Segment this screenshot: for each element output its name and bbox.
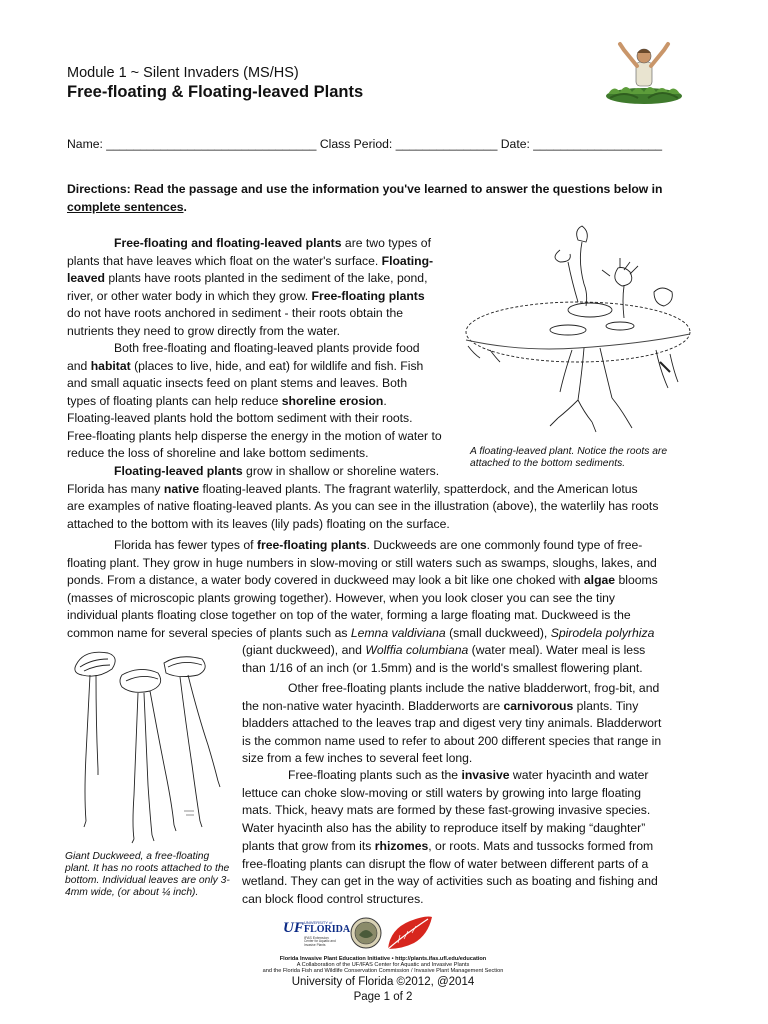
passage-paragraph-4: Florida has fewer types of free-floating plants. Duckweeds are one commonly found type of free- floating plant. They grow in huge numbers in slow-moving or still waters such as swamps, sloughs, lakes, and ponds. From a distance, a water body covered in duckweed may look a bit like one choked with algae blooms (masses of microscopic plants growing together). However, when you look closer you can see the tiny individual plants floating close together on top of the water, forming a large floating mat. Duckweed is the common name for several species of plants such as Lemna valdiviana (small duckweed), Spirodela polyrhiza	[67, 538, 658, 640]
uf-center: Center for Aquatic and Invasive Plants	[304, 939, 336, 947]
name-blank[interactable]: _______________________________	[106, 137, 317, 151]
name-label: Name:	[67, 137, 103, 151]
page-number: Page 1 of 2	[353, 991, 413, 1003]
passage-paragraph-5: Other free-floating plants include the native bladderwort, frog-bit, and the non-native water hyacinth. Bladderworts are carnivorous plants. Tiny bladders attached to the leaves trap and digest very tiny animals. Bladderwort is the common name used to refer to about 200 different species that range in size from a few inches to several feet long.	[242, 681, 662, 765]
lily-caption: A floating-leaved plant. Notice the roots are attached to the bottom sediments.	[470, 446, 668, 469]
invasive-plant-leaf-logo	[384, 915, 434, 953]
page-title: Free-floating & Floating-leaved Plants	[67, 83, 364, 101]
uf-logo	[283, 919, 351, 949]
directions	[67, 180, 679, 216]
class-period-blank[interactable]: _______________	[395, 137, 498, 151]
module-label: Module 1 ~ Silent Invaders (MS/HS)	[67, 65, 299, 81]
directions-end: .	[183, 200, 187, 214]
waterlily-illustration	[460, 222, 695, 442]
date-blank[interactable]: ___________________	[533, 137, 663, 151]
date-label: Date:	[500, 137, 530, 151]
directions-text: Directions: Read the passage and use the information you've learned to answer the questions below in	[67, 182, 663, 196]
passage-paragraph-1: Free-floating and floating-leaved plants are two types of plants that have leaves which float on the water's surface. Floating- leaved plants have roots planted in the sediment of the lake, pond, river, or other water body in which they grow. Free-floating plants do not have roots anchored in sediment - their roots obtain the nutrients they need to grow directly from the water.	[67, 236, 434, 338]
passage-paragraph-4-continued: (giant duckweed), and Wolffia columbiana (water meal). Water meal is less than 1/16 of an inch (or 1.5mm) and is the world's smallest flowering plant.	[242, 643, 646, 675]
passage-paragraph-6: Free-floating plants such as the invasive water hyacinth and water lettuce can choke slow-moving or still waters by growing into large floating mats. Thick, heavy mats are formed by these fast-growing invasive species. Water hyacinth also has the ability to reproduce itself by making “daughter” plants that grow from its rhizomes, or roots. Mats and tussocks formed from free-floating plants can disrupt the flow of water between different parts of a wetland. They can get in the way of activities such as boating and fishing and can block flood control structures.	[242, 768, 658, 906]
duckweed-illustration	[62, 645, 232, 845]
duckweed-caption: Giant Duckweed, a free-floating plant. It has no roots attached to the bottom. Individual leaves are only 3-4mm wide, (or about ¼ inch).	[65, 851, 230, 898]
uf-monogram: UF	[283, 920, 304, 936]
passage-paragraph-2: Both free-floating and floating-leaved plants provide food and habitat (places to live, hide, and eat) for wildlife and fish. Fish and small aquatic insects feed on plant stems and leaves. Both types of floating plants can help reduce shoreline erosion. Floating-leaved plants hold the bottom sediment with their roots. Free-floating plants help disperse the energy in the motion of water to reduce the loss of shoreline and lake bottom sediments.	[67, 341, 442, 460]
class-period-label: Class Period:	[319, 137, 393, 151]
footer-initiative: Florida Invasive Plant Education Initiative • http://plants.ifas.ufl.edu/education	[279, 956, 487, 962]
footer-copyright: University of Florida ©2012, @2014	[291, 976, 475, 988]
uf-university-of: UNIVERSITY of	[304, 920, 333, 925]
uf-florida: FLORIDA	[304, 924, 351, 935]
directions-underlined: complete sentences	[67, 200, 184, 214]
name-field[interactable]	[67, 137, 662, 151]
footer-commission: and the Florida Fish and Wildlife Conservation Commission / Invasive Plant Management Section	[262, 968, 504, 974]
mascot-illustration	[604, 40, 684, 104]
footer-collaboration: A Collaboration of the UF/IFAS Center for Aquatic and Invasive Plants	[296, 962, 470, 968]
passage-paragraph-3: Floating-leaved plants grow in shallow or shoreline waters. Florida has many native floating-leaved plants. The fragrant waterlily, spatterdock, and the American lotus are examples of native floating-leaved plants. As you can see in the illustration (above), the waterlily has roots attached to the bottom with its leaves (lily pads) floating on the surface.	[67, 464, 659, 531]
fwc-seal-logo	[350, 917, 382, 949]
uf-ifas: IFAS Extension	[304, 936, 329, 940]
